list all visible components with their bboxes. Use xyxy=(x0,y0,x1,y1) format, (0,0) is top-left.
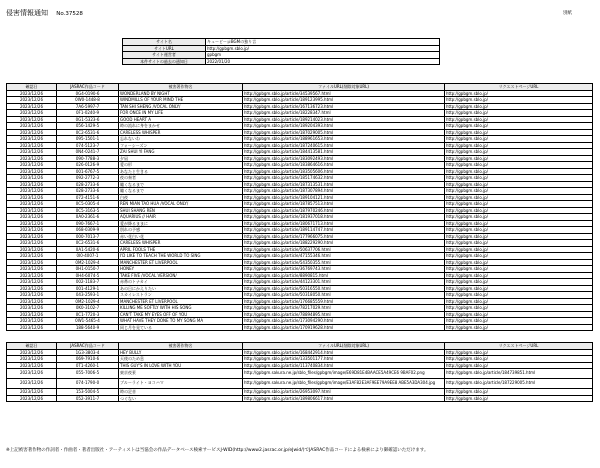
file-url-cell[interactable]: http://gpbgm.sblo.jp/article/188961653.html xyxy=(243,136,445,143)
confirm-date-cell: 2023/12/26 xyxy=(7,103,57,110)
site-info-value: キューピー＠BGMの独り言 xyxy=(206,39,440,46)
attachment-label: 別紙 xyxy=(563,11,572,16)
file-url-cell[interactable]: http://gpbgm.sblo.jp/article/187313531.html xyxy=(243,181,445,188)
file-url-cell[interactable]: http://gpbgm.sblo.jp/article/189114747.html xyxy=(243,227,445,234)
file-url-cell[interactable]: http://gpbgm.sblo.jp/article/167136723.html xyxy=(243,103,445,110)
request-url-cell[interactable]: http://gpbgm.sblo.jp/ xyxy=(445,136,593,143)
work-title-cell: 瞳くなるまで xyxy=(119,188,243,195)
column-header: JASRAC作品コード xyxy=(57,84,119,91)
request-url-cell[interactable]: http://gpbgm.sblo.jp/ xyxy=(445,395,593,402)
confirm-date-cell: 2023/12/26 xyxy=(7,253,57,260)
file-url-cell[interactable]: http://gpbgm.sblo.jp/article/54350355.html xyxy=(243,259,445,266)
jasrac-code-cell: 074-5123-7 xyxy=(57,142,119,149)
request-url-cell[interactable]: http://gpbgm.sblo.jp/article/187229005.html xyxy=(445,379,593,389)
jasrac-code-cell: 092-2772-3 xyxy=(57,175,119,182)
confirm-date-cell: 2023/12/26 xyxy=(7,272,57,279)
jasrac-code-cell: 0W1-5465-4 xyxy=(57,318,119,325)
request-url-cell[interactable]: http://gpbgm.sblo.jp/ xyxy=(445,207,593,214)
request-url-cell[interactable]: http://gpbgm.sblo.jp/ xyxy=(445,142,593,149)
jasrac-code-cell: 001-6767-5 xyxy=(57,168,119,175)
work-title-cell: FOR ONCE IN MY LIFE xyxy=(119,110,243,117)
jasrac-code-cell: 001-4129-1 xyxy=(57,285,119,292)
work-title-cell: 別れの予感 xyxy=(119,227,243,234)
table-row xyxy=(7,324,593,331)
request-url-cell[interactable]: http://gpbgm.sblo.jp/ xyxy=(445,298,593,305)
confirm-date-cell: 2023/12/26 xyxy=(7,240,57,247)
confirm-date-cell: 2023/12/26 xyxy=(7,362,57,369)
confirm-date-cell: 2023/12/26 xyxy=(7,201,57,208)
request-url-cell[interactable]: http://gpbgm.sblo.jp/ xyxy=(445,349,593,356)
confirm-date-cell: 2023/12/26 xyxy=(7,259,57,266)
jasrac-code-cell: 0C5-3163-5 xyxy=(57,207,119,214)
work-title-cell: 赤鼻のトナカイ xyxy=(119,279,243,286)
confirm-date-cell: 2023/12/26 xyxy=(7,305,57,312)
notice-title xyxy=(6,8,89,18)
jasrac-code-cell: 068-0309-9 xyxy=(57,227,119,234)
work-title-cell: スカイレストラン xyxy=(119,292,243,299)
jasrac-code-cell: 055-7006-5 xyxy=(57,369,119,379)
infringement-table xyxy=(6,83,593,331)
work-title-cell: つぐない xyxy=(119,395,243,402)
work-title-cell: HONEY xyxy=(119,266,243,273)
work-title-cell: WONDERLAND BY NIGHT xyxy=(119,90,243,97)
work-title-cell: フォーシーズン xyxy=(119,142,243,149)
column-header: 確認日 xyxy=(7,84,57,91)
request-url-cell[interactable]: http://gpbgm.sblo.jp/ xyxy=(445,233,593,240)
title-text: 侵害情報通知 xyxy=(6,9,48,17)
file-url-cell[interactable]: http://gpbgm.sblo.jp/article/189204393.html xyxy=(243,123,445,130)
file-url-cell[interactable]: http://gpbgm.sblo.jp/article/113740834.html xyxy=(243,362,445,369)
jasrac-code-cell: 069-7910-6 xyxy=(57,356,119,363)
site-info-value: gpbgm xyxy=(206,52,440,59)
file-url-cell[interactable]: http://gpbgm.sblo.jp/article/47155346.html xyxy=(243,253,445,260)
file-url-cell[interactable]: http://gpbgm.sblo.jp/article/187970246.html xyxy=(243,207,445,214)
site-info-key: サイト運営者 xyxy=(123,52,206,59)
confirm-date-cell: 2023/12/26 xyxy=(7,379,57,389)
work-title-cell: 愛の形 xyxy=(119,162,243,169)
file-url-cell[interactable]: http://gpbgm.sblo.jp/article/183092493.html xyxy=(243,155,445,162)
confirm-date-cell: 2023/12/26 xyxy=(7,149,57,156)
request-url-cell[interactable]: http://gpbgm.sblo.jp/ xyxy=(445,279,593,286)
request-url-cell[interactable]: http://gpbgm.sblo.jp/ xyxy=(445,188,593,195)
jasrac-code-cell: 0C2-6531-6 xyxy=(57,240,119,247)
confirm-date-cell: 2023/12/26 xyxy=(7,90,57,97)
confirm-date-cell: 2023/12/26 xyxy=(7,129,57,136)
work-title-cell: 同じ月を見ている xyxy=(119,324,243,331)
jasrac-code-cell: 0K0-3102-7 xyxy=(57,305,119,312)
request-url-cell[interactable]: http://gpbgm.sblo.jp/ xyxy=(445,181,593,188)
file-url-cell[interactable]: http://gpbgm.sblo.jp/article/183864616.html xyxy=(243,162,445,169)
column-header: ファイルURL(削除対象URL) xyxy=(243,343,445,350)
confirm-date-cell: 2023/12/26 xyxy=(7,142,57,149)
request-url-cell[interactable]: http://gpbgm.sblo.jp/ xyxy=(445,97,593,104)
jasrac-code-cell: 000-7013-7 xyxy=(57,233,119,240)
work-title-cell: THIS GUY'S IN LOVE WITH YOU xyxy=(119,362,243,369)
jasrac-code-cell: 0G1-5323-6 xyxy=(57,116,119,123)
request-url-cell[interactable]: http://gpbgm.sblo.jp/ xyxy=(445,201,593,208)
confirm-date-cell: 2023/12/26 xyxy=(7,279,57,286)
jasrac-code-cell: 0A1-5420-6 xyxy=(57,246,119,253)
work-title-cell: CAN'T TAKE MY EYES OFF OF YOU xyxy=(119,311,243,318)
request-url-cell[interactable]: http://gpbgm.sblo.jp/ xyxy=(445,220,593,227)
request-url-cell[interactable]: http://gpbgm.sblo.jp/ xyxy=(445,362,593,369)
work-title-cell: TAN SHI SHENG /VOCAL ONLY/ xyxy=(119,103,243,110)
file-url-cell[interactable]: http://gpbgm.sblo.jp/article/187307894.html xyxy=(243,188,445,195)
request-url-cell[interactable]: http://gpbgm.sblo.jp/ xyxy=(445,149,593,156)
column-header: JASRAC作品コード xyxy=(57,343,119,350)
confirm-date-cell: 2023/12/26 xyxy=(7,298,57,305)
work-title-cell: TAKE FIVE /VOCAL VERSION/ xyxy=(119,272,243,279)
work-title-cell: MANCHESTER ET LIVERPOOL xyxy=(119,259,243,266)
confirm-date-cell: 2023/12/26 xyxy=(7,175,57,182)
file-url-cell[interactable]: http://gpbgm.sblo.jp/article/177966075.html xyxy=(243,233,445,240)
work-title-cell: 赤い花白い花 xyxy=(119,233,243,240)
file-url-cell[interactable]: http://gpbgm.sblo.jp/article/189123995.html xyxy=(243,97,445,104)
request-url-cell[interactable]: http://gpbgm.sblo.jp/ xyxy=(445,272,593,279)
confirm-date-cell: 2023/12/26 xyxy=(7,110,57,117)
confirm-date-cell: 2023/12/26 xyxy=(7,285,57,292)
site-info-table xyxy=(122,38,440,65)
file-url-cell[interactable]: http://gpbgm.sblo.jp/article/187029005.html xyxy=(243,129,445,136)
jasrac-code-cell: 0T1-4260-1 xyxy=(57,362,119,369)
request-url-cell[interactable]: http://gpbgm.sblo.jp/ xyxy=(445,318,593,325)
confirm-date-cell: 2023/12/26 xyxy=(7,155,57,162)
column-header: ファイルURL(削除対象URL) xyxy=(243,84,445,91)
request-url-cell[interactable]: http://gpbgm.sblo.jp/ xyxy=(445,103,593,110)
confirm-date-cell: 2023/12/26 xyxy=(7,266,57,273)
work-title-cell: HEY BULLY xyxy=(119,349,243,356)
work-title-cell: KILLING ME SOFTLY WITH HIS SONG xyxy=(119,305,243,312)
file-url-cell[interactable]: http://gpbgm.sblo.jp/article/36769743.html xyxy=(243,266,445,273)
jasrac-code-cell: 002-1183-7 xyxy=(57,279,119,286)
request-url-cell[interactable]: http://gpbgm.sblo.jp/ xyxy=(445,240,593,247)
infringement-table-2 xyxy=(6,342,593,402)
table-row xyxy=(7,379,593,389)
confirm-date-cell: 2023/12/26 xyxy=(7,227,57,234)
file-url-cell[interactable]: http://gpbgm.sblo.jp/article/189104121.html xyxy=(243,194,445,201)
confirm-date-cell: 2023/12/26 xyxy=(7,123,57,130)
confirm-date-cell: 2023/12/26 xyxy=(7,168,57,175)
request-url-cell[interactable]: http://gpbgm.sblo.jp/ xyxy=(445,311,593,318)
work-title-cell: 東京夜景 xyxy=(119,369,243,379)
work-title-cell: 瞳くなるまで xyxy=(119,181,243,188)
work-title-cell: 時の足音 xyxy=(119,389,243,396)
request-url-cell[interactable]: http://gpbgm.sblo.jp/ xyxy=(445,129,593,136)
jasrac-code-cell: 0M2-1029-4 xyxy=(57,298,119,305)
request-url-cell[interactable]: http://gpbgm.sblo.jp/ xyxy=(445,90,593,97)
jasrac-code-cell: 090-7667-1 xyxy=(57,220,119,227)
jasrac-code-cell: 188-5640-9 xyxy=(57,324,119,331)
file-url-cell[interactable]: http://gpbgm.sblo.jp/article/176685559.html xyxy=(243,298,445,305)
request-url-cell[interactable]: http://gpbgm.sblo.jp/ xyxy=(445,305,593,312)
jasrac-code-cell: 026-0126-9 xyxy=(57,162,119,169)
request-url-cell[interactable]: http://gpbgm.sblo.jp/ xyxy=(445,175,593,182)
request-url-cell[interactable]: http://gpbgm.sblo.jp/article/184739851.html xyxy=(445,369,593,379)
file-url-cell[interactable]: http://gpbgm.sblo.jp/article/8890815.html xyxy=(243,272,445,279)
work-title-cell: CARELESS WHISPER xyxy=(119,129,243,136)
jasrac-code-cell: 090-7788-3 xyxy=(57,155,119,162)
jasrac-code-cell: 0F1-0240-9 xyxy=(57,110,119,117)
notice-number: No.37528 xyxy=(56,11,83,17)
file-url-cell[interactable]: http://gpbgm.sakura.ne.jp/sblo_files/gpbgm/image/E3AF82E3AF9EE79A9EE8 ABE5A3DA304.jpg xyxy=(243,379,445,389)
work-title-cell: あの日にかえりたい xyxy=(119,285,243,292)
request-url-cell[interactable]: http://gpbgm.sblo.jp/ xyxy=(445,110,593,117)
file-url-cell[interactable]: http://gpbgm.sblo.jp/article/170919628.html xyxy=(243,324,445,331)
work-title-cell: I'D LIKE TO TEACH THE WORLD TO SING xyxy=(119,253,243,260)
confirm-date-cell: 2023/12/26 xyxy=(7,356,57,363)
confirm-date-cell: 2023/12/26 xyxy=(7,324,57,331)
request-url-cell[interactable]: http://gpbgm.sblo.jp/ xyxy=(445,123,593,130)
confirm-date-cell: 2023/12/26 xyxy=(7,181,57,188)
file-url-cell[interactable]: http://gpbgm.sblo.jp/article/187240615.html xyxy=(243,142,445,149)
jasrac-code-cell: 0G4-0190-6 xyxy=(57,90,119,97)
jasrac-code-cell: 0N4-0241-7 xyxy=(57,149,119,156)
column-header: 被害著作物名 xyxy=(119,84,243,91)
work-title-cell: WHAT HAVE THEY DONE TO MY SONG MA xyxy=(119,318,243,325)
work-title-cell: 忘れないわ xyxy=(119,136,243,143)
jasrac-code-cell: 072-4151-6 xyxy=(57,194,119,201)
column-header: 被害著作物名 xyxy=(119,343,243,350)
request-url-cell[interactable]: http://gpbgm.sblo.jp/ xyxy=(445,292,593,299)
file-url-cell[interactable]: http://gpbgm.sblo.jp/article/189806617.html xyxy=(243,395,445,402)
confirm-date-cell: 2023/12/26 xyxy=(7,220,57,227)
jasrac-code-cell: 0C1-7720-3 xyxy=(57,311,119,318)
request-url-cell[interactable]: http://gpbgm.sblo.jp/ xyxy=(445,266,593,273)
request-url-cell[interactable]: http://gpbgm.sblo.jp/ xyxy=(445,324,593,331)
file-url-cell[interactable]: http://gpbgm.sblo.jp/article/184413581.html xyxy=(243,149,445,156)
file-url-cell[interactable]: http://gpbgm.sblo.jp/article/189214023.html xyxy=(243,116,445,123)
file-url-cell[interactable]: http://gpbgm.sblo.jp/article/133501177.html xyxy=(243,356,445,363)
file-url-cell[interactable]: http://gpbgm.sblo.jp/article/78217029.html xyxy=(243,305,445,312)
file-url-cell[interactable]: http://gpbgm.sblo.jp/article/168442914.html xyxy=(243,349,445,356)
file-url-cell[interactable]: http://gpbgm.sblo.jp/article/183505606.html xyxy=(243,168,445,175)
work-title-cell: 愛が降るままに xyxy=(119,220,243,227)
file-url-cell[interactable]: http://gpbgm.sblo.jp/article/50318050.html xyxy=(243,292,445,299)
request-url-cell[interactable]: http://gpbgm.sblo.jp/ xyxy=(445,194,593,201)
site-info-row xyxy=(123,58,440,65)
work-title-cell: 夜の奏者 xyxy=(119,175,243,182)
confirm-date-cell: 2023/12/26 xyxy=(7,188,57,195)
file-url-cell[interactable]: http://gpbgm.sblo.jp/article/44123301.html xyxy=(243,279,445,286)
request-url-cell[interactable]: http://gpbgm.sblo.jp/ xyxy=(445,253,593,260)
work-title-cell: 夕凪 xyxy=(119,155,243,162)
file-url-cell[interactable]: http://gpbgm.sblo.jp/article/187857513.html xyxy=(243,201,445,208)
work-title-cell: APRIL FOOLS THE xyxy=(119,246,243,253)
column-header: リクエストページURL xyxy=(445,343,593,350)
request-url-cell[interactable]: http://gpbgm.sblo.jp/ xyxy=(445,116,593,123)
work-title-cell: 時の流れに身をまかせ xyxy=(119,123,243,130)
jasrac-code-cell: 052-3911-7 xyxy=(57,395,119,402)
work-title-cell: あなたと生きる xyxy=(119,168,243,175)
confirm-date-cell: 2023/12/26 xyxy=(7,389,57,396)
confirm-date-cell: 2023/12/26 xyxy=(7,349,57,356)
confirm-date-cell: 2023/12/26 xyxy=(7,311,57,318)
work-title-cell: WINDMILLS OF YOUR MIND THE xyxy=(119,97,243,104)
request-url-cell[interactable]: http://gpbgm.sblo.jp/ xyxy=(445,246,593,253)
site-info-value: 2022/01/20 xyxy=(206,58,440,65)
request-url-cell[interactable]: http://gpbgm.sblo.jp/ xyxy=(445,155,593,162)
request-url-cell[interactable]: http://gpbgm.sblo.jp/ xyxy=(445,259,593,266)
confirm-date-cell: 2023/12/26 xyxy=(7,207,57,214)
confirm-date-cell: 2023/12/26 xyxy=(7,233,57,240)
request-url-cell[interactable]: http://gpbgm.sblo.jp/ xyxy=(445,227,593,234)
file-url-cell[interactable]: http://gpbgm.sblo.jp/article/181937018.html xyxy=(243,214,445,221)
confirm-date-cell: 2023/12/26 xyxy=(7,318,57,325)
column-header: 確認日 xyxy=(7,343,57,350)
site-info-key: 本件サイトの過去の通知日 xyxy=(123,58,206,65)
confirm-date-cell: 2023/12/26 xyxy=(7,369,57,379)
work-title-cell: AQUARIUS // HAIR xyxy=(119,214,243,221)
file-url-cell[interactable]: http://gpbgm.sblo.jp/article/173094290.html xyxy=(243,318,445,325)
confirm-date-cell: 2023/12/26 xyxy=(7,395,57,402)
confirm-date-cell: 2023/12/26 xyxy=(7,136,57,143)
work-title-cell: SHUI SHANG REN xyxy=(119,207,243,214)
work-title-cell: MANCHESTER ET LIVERPOOL xyxy=(119,298,243,305)
jasrac-code-cell: 028-2733-6 xyxy=(57,181,119,188)
file-url-cell[interactable]: http://gpbgm.sblo.jp/article/26953097.html xyxy=(243,389,445,396)
jasrac-code-cell: 095-1501-1 xyxy=(57,136,119,143)
work-title-cell: ZAI SHUI YI FANG xyxy=(119,149,243,156)
work-title-cell: 天使のため息 xyxy=(119,356,243,363)
work-title-cell: CARELESS WHISPER xyxy=(119,240,243,247)
file-url-cell[interactable]: http://gpbgm.sblo.jp/article/180671713.html xyxy=(243,220,445,227)
work-title-cell: GOOD HEART A xyxy=(119,116,243,123)
jasrac-code-cell: 043-2593-1 xyxy=(57,292,119,299)
confirm-date-cell: 2023/12/26 xyxy=(7,116,57,123)
file-url-cell[interactable]: http://gpbgm.sblo.jp/article/185174632.html xyxy=(243,175,445,182)
jasrac-code-cell: 0H4-6074-5 xyxy=(57,272,119,279)
work-title-cell: ブルーライト・ヨコハマ xyxy=(119,379,243,389)
jasrac-code-cell: 0C5-0305-4 xyxy=(57,201,119,208)
confirm-date-cell: 2023/12/26 xyxy=(7,214,57,221)
confirm-date-cell: 2023/12/26 xyxy=(7,162,57,169)
jasrac-code-cell: 028-2733-6 xyxy=(57,188,119,195)
request-url-cell[interactable]: http://gpbgm.sblo.jp/ xyxy=(445,168,593,175)
work-title-cell: REN MIAN TAO HUA /VOCAL ONLY/ xyxy=(119,201,243,208)
confirm-date-cell: 2023/12/26 xyxy=(7,97,57,104)
file-url-cell[interactable]: http://gpbgm.sblo.jp/article/50316550.html xyxy=(243,285,445,292)
table-row xyxy=(7,369,593,379)
jasrac-code-cell: 0W0-1448-8 xyxy=(57,97,119,104)
table-row xyxy=(7,395,593,402)
jasrac-code-cell: 0M2-1029-4 xyxy=(57,259,119,266)
jasrac-code-cell: 1G3-3803-4 xyxy=(57,349,119,356)
jasrac-code-cell: 074-1790-0 xyxy=(57,379,119,389)
site-info-key: サイトURL xyxy=(123,45,206,52)
confirm-date-cell: 2023/12/26 xyxy=(7,292,57,299)
confirm-date-cell: 2023/12/26 xyxy=(7,246,57,253)
file-url-cell[interactable]: http://gpbgm.sblo.jp/article/34539567.html xyxy=(243,90,445,97)
column-header: リクエストページURL xyxy=(445,84,593,91)
jasrac-code-cell: 0I0-4007-1 xyxy=(57,253,119,260)
file-url-cell[interactable]: http://gpbgm.sblo.jp/article/50637706.html xyxy=(243,246,445,253)
confirm-date-cell: 2023/12/26 xyxy=(7,194,57,201)
site-info-value: http://gpbgm.sblo.jp/ xyxy=(206,45,440,52)
jasrac-code-cell: 7A6-5997-7 xyxy=(57,103,119,110)
jasrac-code-cell: 0H1-0150-7 xyxy=(57,266,119,273)
file-url-cell[interactable]: http://gpbgm.sblo.jp/article/78894895.html xyxy=(243,311,445,318)
footnote: ※上記被害著作物の作詞者・作曲者・著者出版社・アーティストは当協会の作品データベース検索サービスJ-WID(http://www2.jasrac.or.jp/eJwid/)でJASRAC作品コードによる検索により御確認いただけます。 xyxy=(6,448,429,453)
file-url-cell[interactable]: http://gpbgm.sblo.jp/article/18228347.html xyxy=(243,110,445,117)
request-url-cell[interactable]: http://gpbgm.sblo.jp/ xyxy=(445,214,593,221)
request-url-cell[interactable]: http://gpbgm.sblo.jp/ xyxy=(445,285,593,292)
request-url-cell[interactable]: http://gpbgm.sblo.jp/ xyxy=(445,162,593,169)
work-title-cell: 白夜 xyxy=(119,194,243,201)
jasrac-code-cell: 153-5004-5 xyxy=(57,389,119,396)
request-url-cell[interactable]: http://gpbgm.sblo.jp/ xyxy=(445,389,593,396)
site-info-key: サイト名 xyxy=(123,39,206,46)
file-url-cell[interactable]: http://gpbgm.sblo.jp/article/188229290.html xyxy=(243,240,445,247)
jasrac-code-cell: 056-1429-5 xyxy=(57,123,119,130)
jasrac-code-cell: 0A0-2361-6 xyxy=(57,214,119,221)
file-url-cell[interactable]: http://gpbgm.sakura.ne.jp/sblo_files/gpbgm/image/E69D81E4BAACE5A49CE6 9BAF02.png xyxy=(243,369,445,379)
request-url-cell[interactable]: http://gpbgm.sblo.jp/ xyxy=(445,356,593,363)
jasrac-code-cell: 0C2-6531-6 xyxy=(57,129,119,136)
